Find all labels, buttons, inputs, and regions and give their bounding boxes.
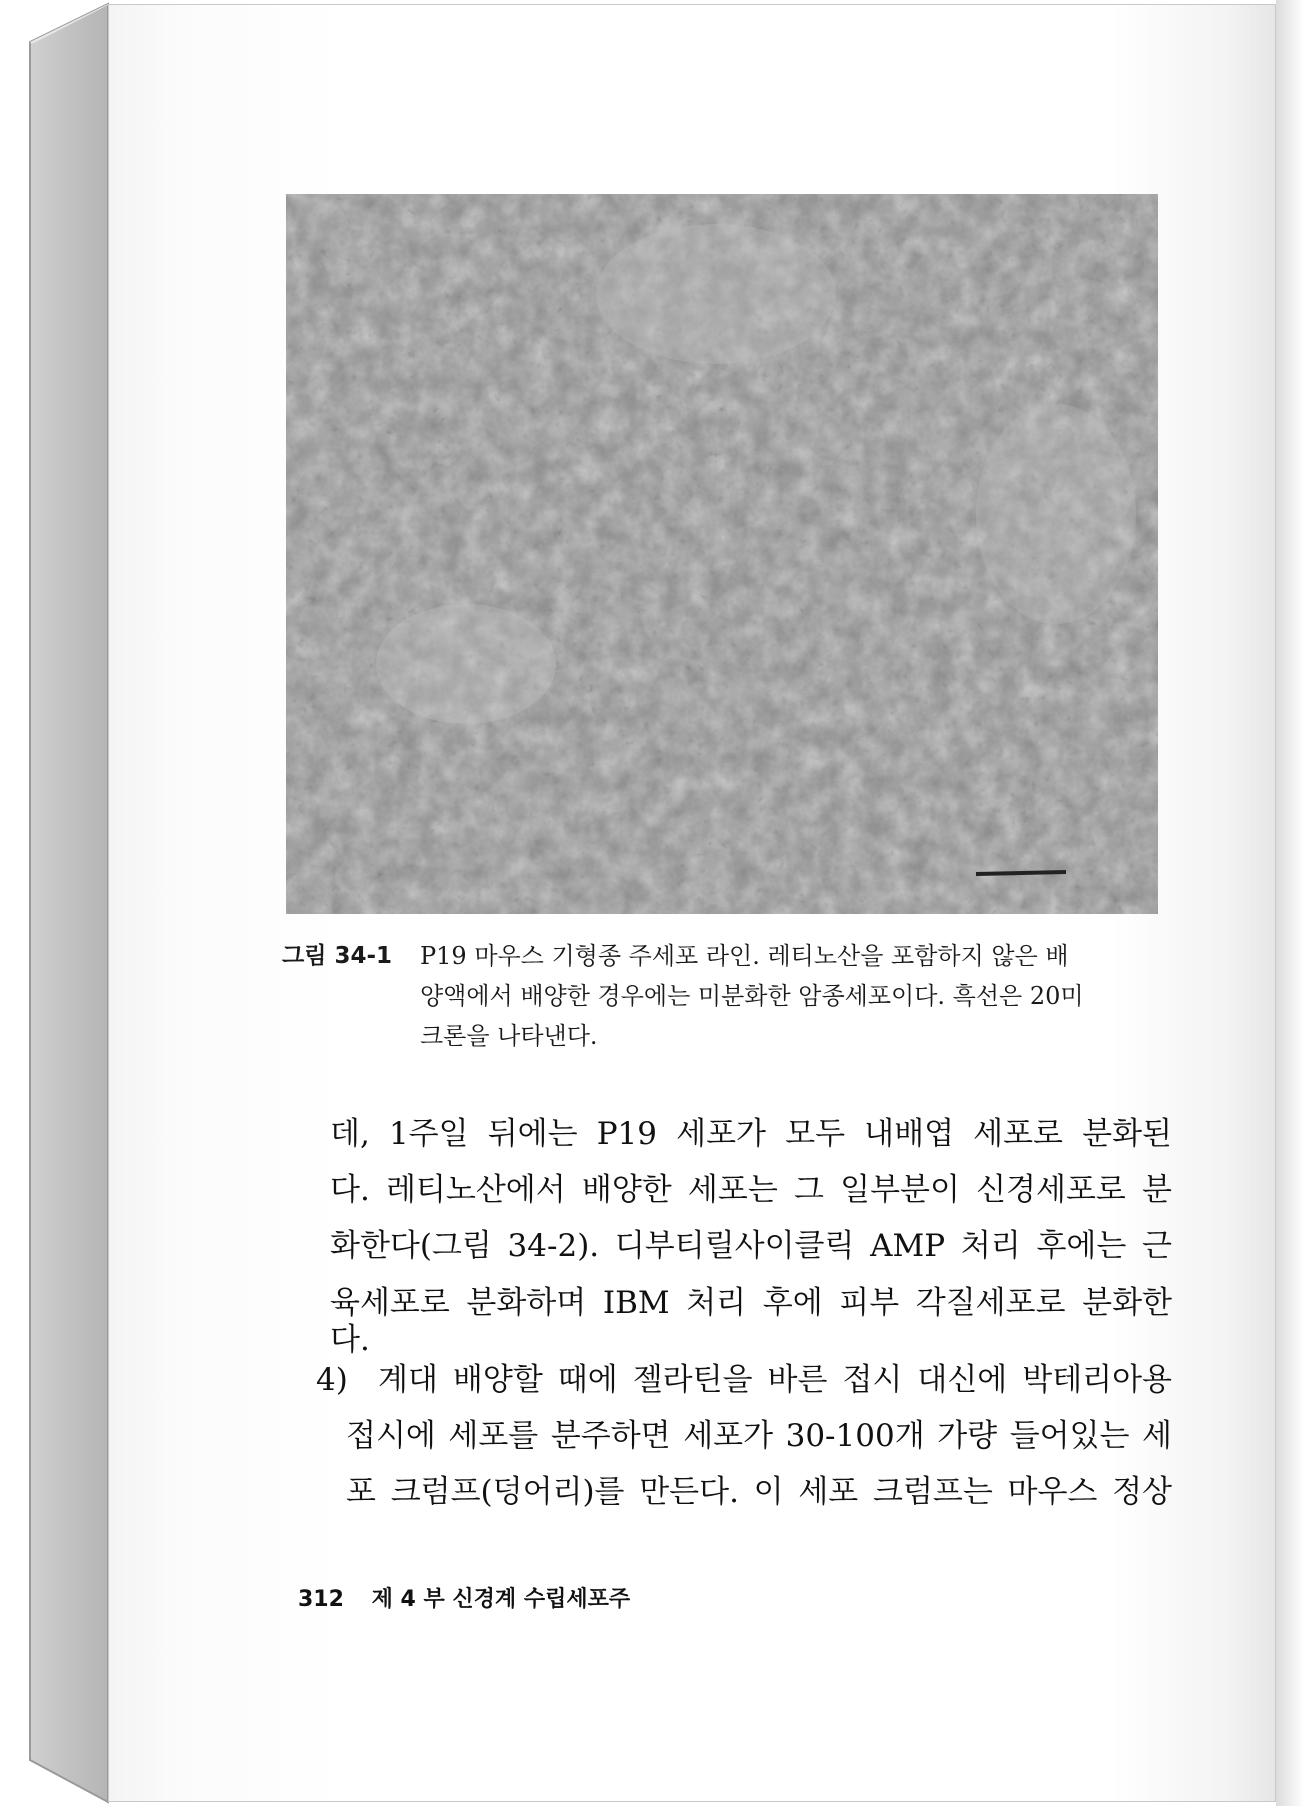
list-item-line-2: 접시에 세포를 분주하면 세포가 30-100개 가량 들어있는 세 — [346, 1418, 1172, 1454]
figure-label: 그림 34-1 — [282, 943, 392, 969]
list-item-line-1: 계대 배양할 때에 젤라틴을 바른 접시 대신에 박테리아용 — [378, 1362, 1172, 1398]
caption-line-1: P19 마우스 기형종 주세포 라인. 레티노산을 포함하지 않은 배 — [420, 942, 1069, 970]
caption-line-3: 크론을 나타낸다. — [420, 1022, 598, 1050]
paragraph-line-2: 다. 레티노산에서 배양한 세포는 그 일부분이 신경세포로 분 — [330, 1172, 1172, 1208]
paragraph-line-3: 화한다(그림 34-2). 디부티릴사이클릭 AMP 처리 후에는 근 — [330, 1228, 1172, 1264]
page-number: 312 — [298, 1587, 344, 1612]
caption-line-2: 양액에서 배양한 경우에는 미분화한 암종세포이다. 흑선은 20미 — [420, 982, 1084, 1010]
paragraph-line-5: 다. — [330, 1322, 370, 1358]
paragraph-line-1: 데, 1주일 뒤에는 P19 세포가 모두 내배엽 세포로 분화된 — [330, 1116, 1172, 1152]
list-item-marker: 4) — [316, 1362, 348, 1398]
running-footer — [298, 1582, 630, 1613]
running-title: 제 4 부 신경계 수립세포주 — [371, 1587, 631, 1612]
list-item-line-3: 포 크럼프(덩어리)를 만든다. 이 세포 크럼프는 마우스 정상 — [346, 1474, 1172, 1510]
paragraph-line-4: 육세포로 분화하며 IBM 처리 후에 피부 각질세포로 분화한 — [330, 1285, 1172, 1321]
